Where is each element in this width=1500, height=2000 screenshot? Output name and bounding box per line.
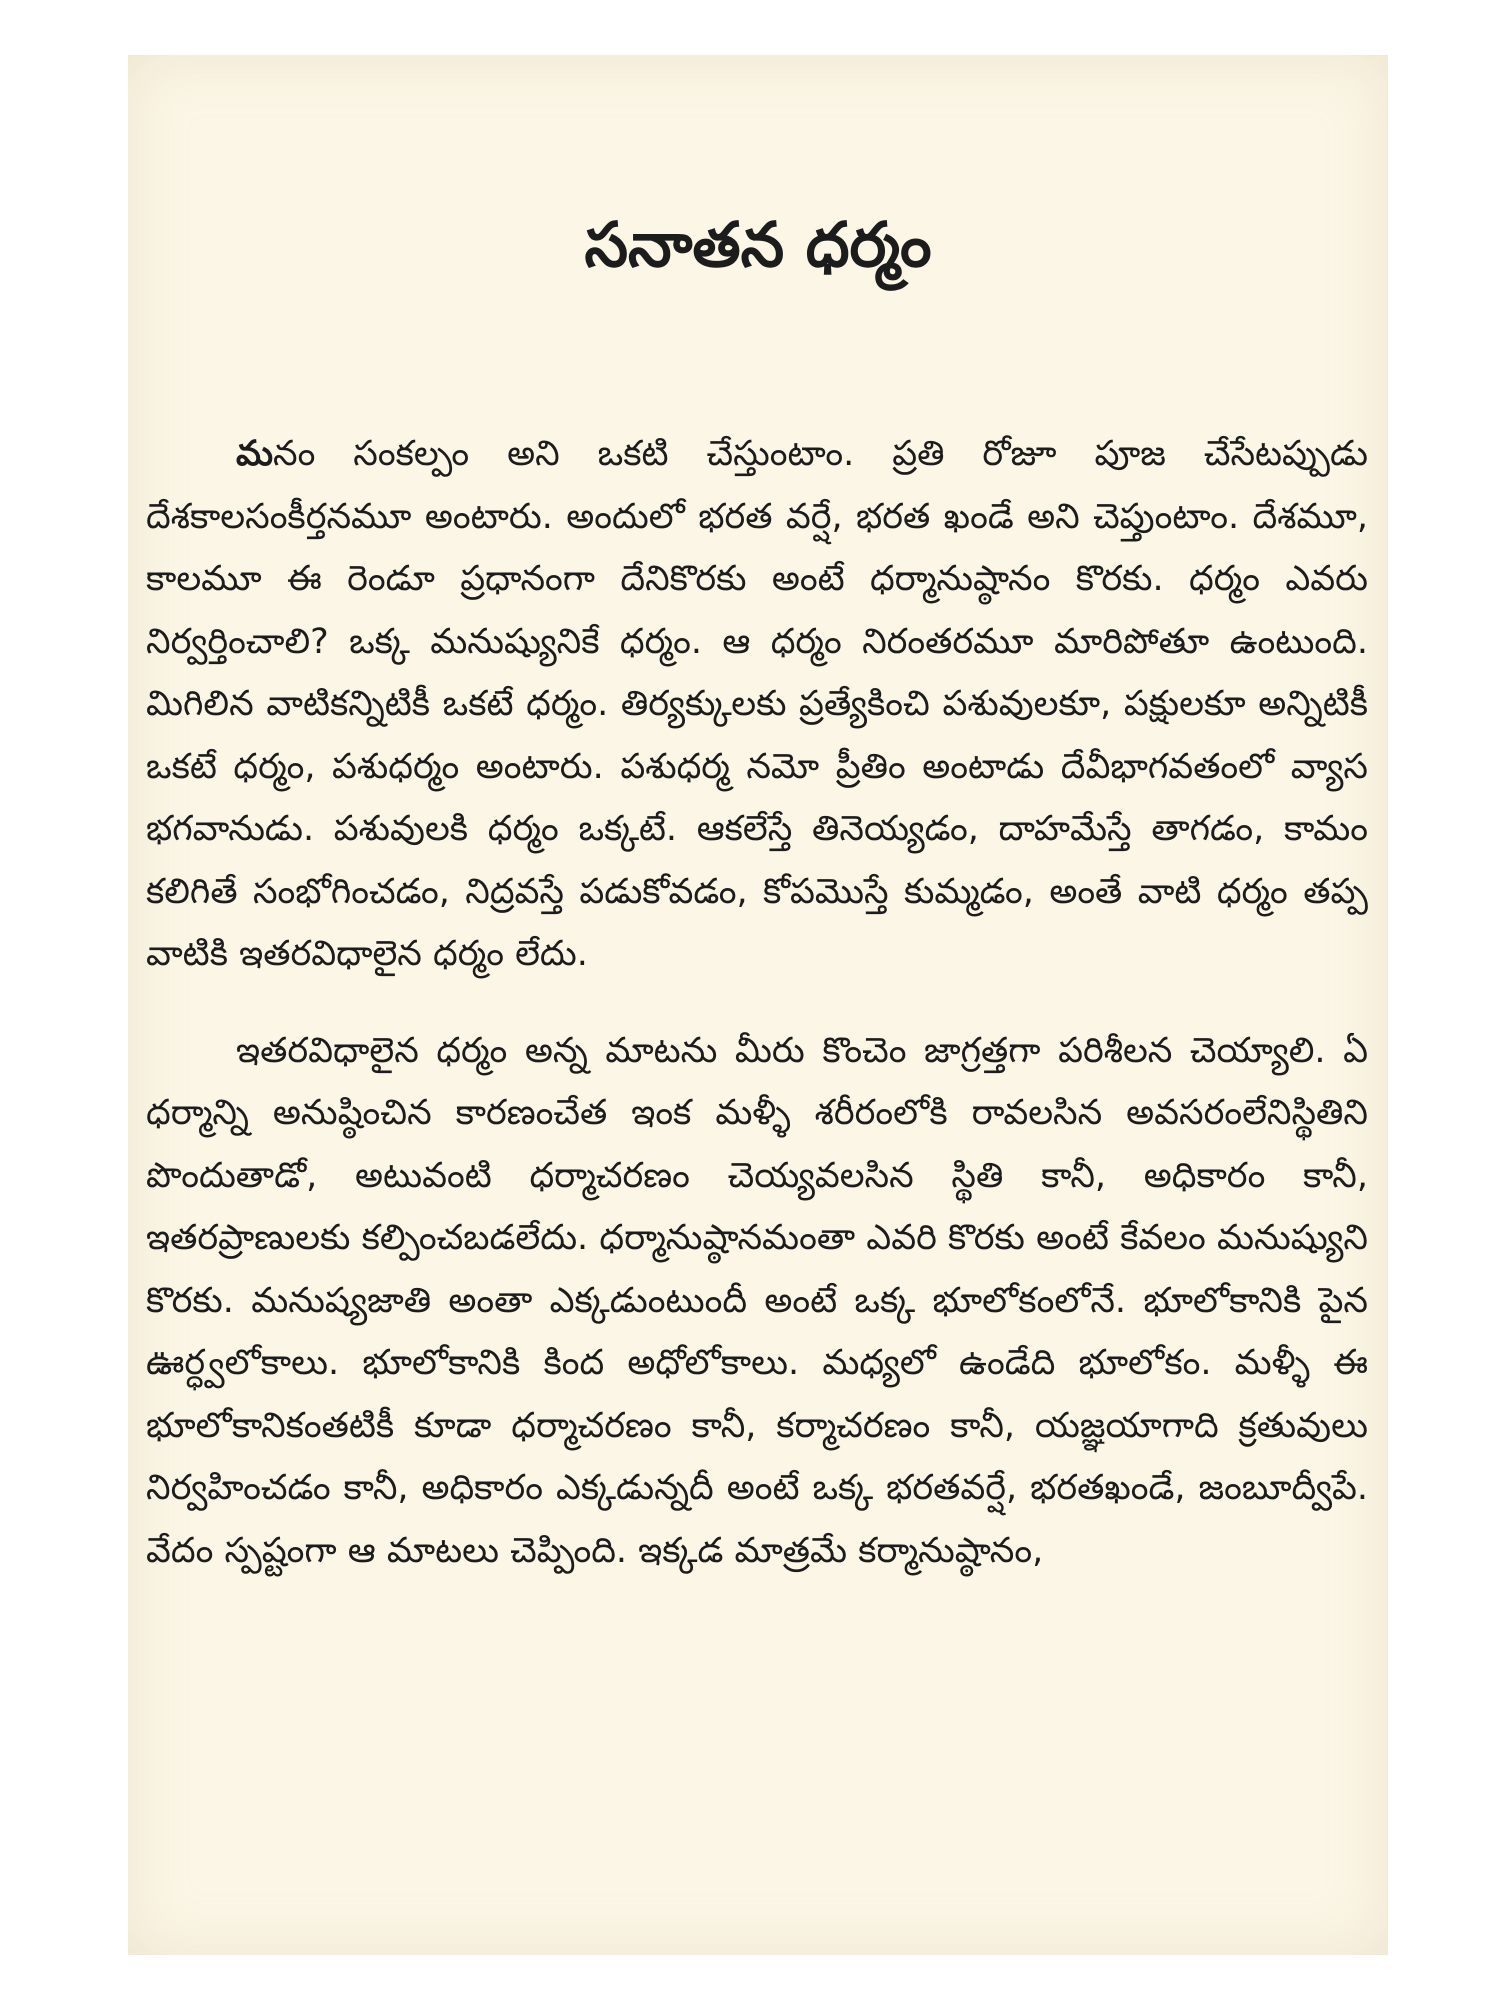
paragraph-2-text: ఇతరవిధాలైన ధర్మం అన్న మాటను మీరు కొంచెం జాగ్రత్తగా పరిశీలన చెయ్యాలి. ఏ ధర్మాన్ని అనుష్ఠించిన కారణంచేత ఇంక మళ్ళీ శరీరంలోకి రావలసిన అవసరంలేనిస్థితిని పొందుతాడో, అటువంటి ధర్మాచరణం చెయ్యవలసిన స్థితి కానీ, అధికారం కానీ, ఇతరప్రాణులకు కల్పించబడలేదు. ధర్మానుష్ఠానమంతా ఎవరి కొరకు అంటే కేవలం మనుష్యుని కొరకు. మనుష్యజాతి అంతా ఎక్కడుంటుందీ అంటే ఒక్క భూలోకంలోనే. భూలోకానికి పైన ఊర్ధ్వలోకాలు. భూలోకానికి కింద అధోలోకాలు. మధ్యలో ఉండేది భూలోకం. మళ్ళీ ఈ భూలోకానికంతటికీ కూడా ధర్మాచరణం కానీ, కర్మాచరణం కానీ, యజ్ఞయాగాది క్రతువులు నిర్వహించడం కానీ, అధికారం ఎక్కడున్నదీ అంటే ఒక్క భరతవర్షే, భరతఖండే, జంబూద్వీపే. వేదం స్పష్టంగా ఆ మాటలు చెప్పింది. ఇక్కడ మాత్రమే కర్మానుష్ఠానం, xyxy=(146,1030,1368,1571)
paragraph-1-text: నం సంకల్పం అని ఒకటి చేస్తుంటాం. ప్రతి రోజూ పూజ చేసేటప్పుడు దేశకాలసంకీర్తనమూ అంటారు. అందులో భరత వర్షే, భరత ఖండే అని చెప్తుంటాం. దేశమూ, కాలమూ ఈ రెండూ ప్రధానంగా దేనికొరకు అంటే ధర్మానుష్ఠానం కొరకు. ధర్మం ఎవరు నిర్వర్తించాలి? ఒక్క మనుష్యునికే ధర్మం. ఆ ధర్మం నిరంతరమూ మారిపోతూ ఉంటుంది. మిగిలిన వాటికన్నిటికీ ఒకటే ధర్మం. తిర్యక్కులకు ప్రత్యేకించి పశువులకూ, పక్షులకూ అన్నిటికీ ఒకటే ధర్మం, పశుధర్మం అంటారు. పశుధర్మ నమో ప్రీతిం అంటాడు దేవీభాగవతంలో వ్యాస భగవానుడు. పశువులకి ధర్మం ఒక్కటే. ఆకలేస్తే తినెయ్యడం, దాహమేస్తే తాగడం, కామం కలిగితే సంభోగించడం, నిద్రవస్తే పడుకోవడం, కోపమొస్తే కుమ్మడం, అంతే వాటి ధర్మం తప్ప వాటికి ఇతరవిధాలైన ధర్మం లేదు. xyxy=(146,434,1368,974)
body-text xyxy=(146,423,1368,1582)
chapter-title: సనాతన ధర్మం xyxy=(584,208,932,281)
paragraph-2 xyxy=(146,1020,1368,1583)
paragraph-1 xyxy=(146,423,1368,986)
book-page xyxy=(128,55,1388,1955)
paragraph-1-lead-letter: మ xyxy=(236,434,274,474)
